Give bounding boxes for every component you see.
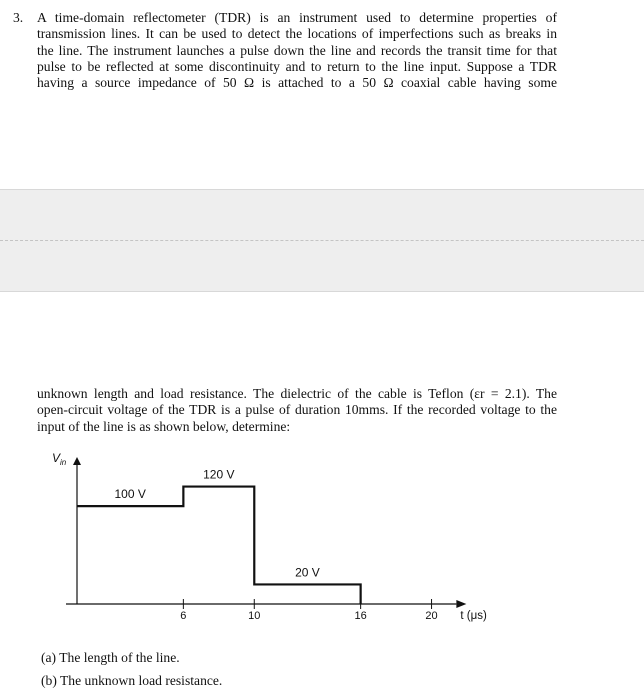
text-line: open-circuit voltage of the TDR is a pulse of duration 10mms. If the recorded voltage to the [37,402,557,418]
x-axis-label: t (μs) [460,610,487,622]
question-paragraph-1 [37,10,557,91]
voltage-trace [77,487,361,604]
text-line: unknown length and load resistance. The dielectric of the cable is Teflon (εr = 2.1). The [37,386,557,401]
text-line: pulse to be reflected at some discontinuity and to return to the line input. Suppose a TDR [37,58,557,74]
text-line: A time-domain reflectometer (TDR) is an instrument used to determine properties of [37,10,557,25]
text-line: transmission lines. It can be used to detect the locations of imperfections such as breaks in [37,26,557,42]
page-gap-band-bottom [0,241,644,292]
x-tick-label: 6 [180,610,187,622]
chart-labels [52,451,487,622]
text-line: input of the line is as shown below, determine: [37,418,291,434]
page-gap-band-top [0,189,644,241]
value-label: 20 V [295,565,320,580]
question-number: 3. [13,10,24,25]
chart-series [77,487,361,604]
question-part-a: (a) The length of the line. [41,650,180,665]
value-label: 120 V [203,467,235,482]
text-line: the line. The instrument launches a pulse down the line and records the transit time for that [37,42,557,58]
x-tick-label: 20 [425,610,438,622]
x-axis-arrow [456,600,466,608]
y-axis-label-subscript: in [60,458,67,467]
x-tick-label: 16 [354,610,367,622]
chart-ticks [180,599,437,622]
x-tick-label: 10 [248,610,261,622]
y-axis-label: $V_{in}$ [52,451,67,467]
y-axis-arrow [73,457,81,465]
text-line: having a source impedance of 50 Ω is attached to a 50 Ω coaxial cable having some [37,75,557,91]
question-part-b: (b) The unknown load resistance. [41,673,223,688]
voltage-time-chart [0,445,560,635]
question-paragraph-2 [37,386,557,435]
value-label: 100 V [114,487,146,502]
